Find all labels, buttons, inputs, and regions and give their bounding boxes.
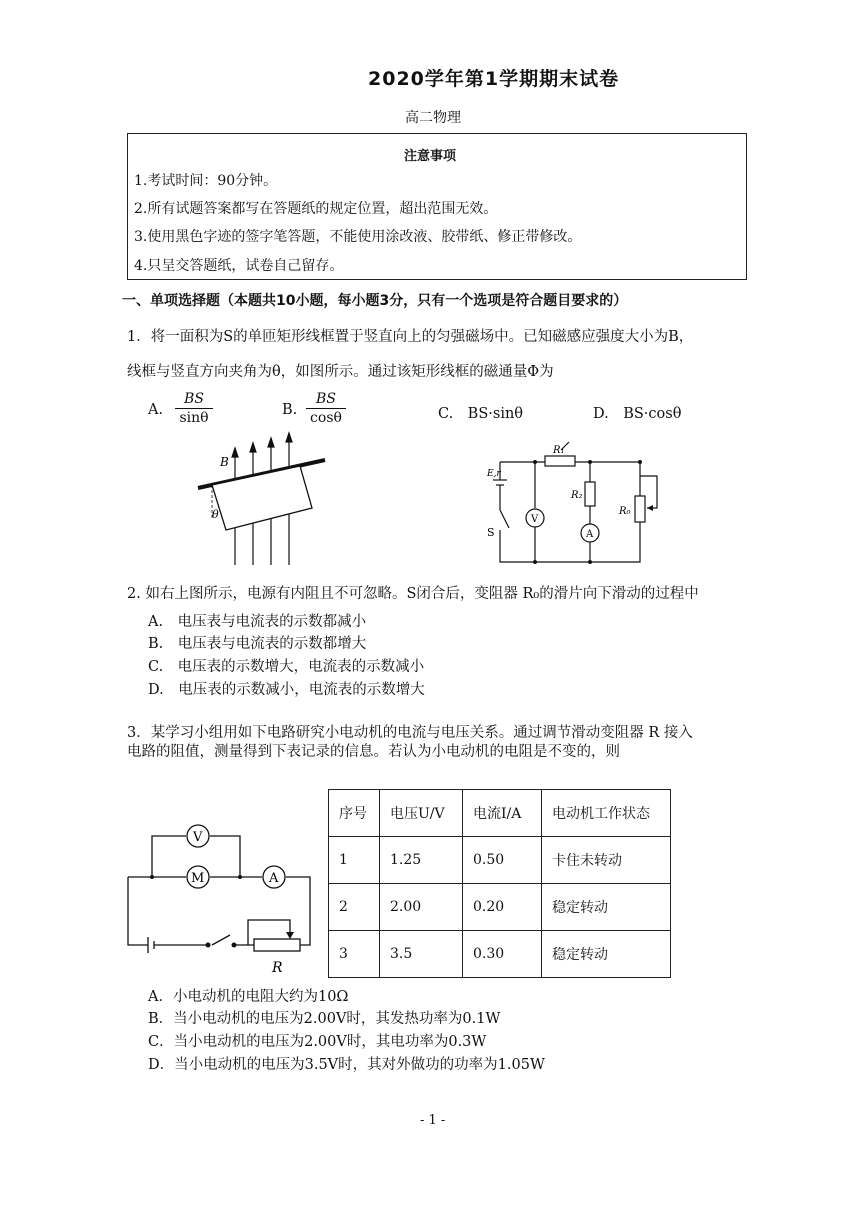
q3-stem-line2: 电路的阻值，测量得到下表记录的信息。若认为小电动机的电阻是不变的，则 xyxy=(127,744,620,760)
junction xyxy=(533,460,537,464)
table-cell: 卡住未转动 xyxy=(542,837,671,884)
rheostat-r0 xyxy=(635,496,645,522)
table-header-cell: 电压U/V xyxy=(380,790,463,837)
arrow-icon xyxy=(268,438,274,447)
table-row xyxy=(329,884,671,931)
q1-option-a-denominator: sinθ xyxy=(179,410,209,426)
q1-option-b-fraction xyxy=(306,391,346,426)
angle-label: θ xyxy=(212,508,219,521)
notice-heading: 注意事项 xyxy=(404,149,457,164)
junction xyxy=(533,560,537,564)
q1-option-a-fraction xyxy=(175,391,213,426)
resistor-r1 xyxy=(545,456,575,466)
q2-stem: 2. 如右上图所示，电源有内阻且不可忽略。S闭合后，变阻器 R₀的滑片向下滑动的过程中 xyxy=(127,586,699,602)
q2-option-a: A. 电压表与电流表的示数都减小 xyxy=(148,614,367,630)
q2-option-d: D. 电压表的示数减小，电流表的示数增大 xyxy=(148,682,425,698)
label-r2: R₂ xyxy=(571,490,583,501)
table-cell: 稳定转动 xyxy=(542,884,671,931)
slider-arrow-icon xyxy=(286,932,294,939)
table-row xyxy=(329,837,671,884)
ammeter-label: A xyxy=(269,871,279,886)
rheostat xyxy=(254,939,300,951)
notice-item-3: 3.使用黑色字迹的签字笔答题，不能使用涂改液、胶带纸、修正带修改。 xyxy=(134,229,582,245)
table-header-cell: 电流I/A xyxy=(463,790,542,837)
rheostat-label: R xyxy=(272,960,283,976)
wire xyxy=(128,877,148,945)
q1-magnetic-field-figure xyxy=(190,430,330,570)
notice-item-2: 2.所有试题答案都写在答题纸的规定位置，超出范围无效。 xyxy=(134,201,498,217)
page-number: - 1 - xyxy=(420,1113,446,1128)
junction xyxy=(588,560,592,564)
switch-label: S xyxy=(487,526,495,539)
label-r1: R₁ xyxy=(553,445,565,456)
q1-stem-line1: 1．将一面积为S的单匝矩形线框置于竖直向上的匀强磁场中。已知磁感应强度大小为B， xyxy=(127,329,694,345)
table-header-cell: 序号 xyxy=(329,790,380,837)
slider-arrow-icon xyxy=(647,505,653,511)
exam-subject: 高二物理 xyxy=(405,110,461,126)
table-row xyxy=(329,931,671,978)
q1-option-b-label: B. xyxy=(282,402,298,418)
switch xyxy=(500,510,509,528)
switch xyxy=(212,935,230,945)
notice-item-4: 4.只呈交答题纸，试卷自己留存。 xyxy=(134,258,344,274)
switch-contact xyxy=(206,943,211,948)
q1-option-d: D. BS·cosθ xyxy=(593,406,682,422)
q3-option-d: D．当小电动机的电压为3.5V时，其对外做功的功率为1.05W xyxy=(148,1057,545,1073)
q1-option-c: C. BS·sinθ xyxy=(438,406,524,422)
resistor-r2 xyxy=(585,482,595,506)
junction xyxy=(588,460,592,464)
q2-circuit-figure xyxy=(485,440,675,570)
q3-motor-circuit-figure xyxy=(120,820,320,980)
junction xyxy=(150,875,154,879)
exam-title: 2020学年第1学期期末试卷 xyxy=(368,68,620,90)
table-cell: 3 xyxy=(329,931,380,978)
section-heading: 一、单项选择题（本题共10小题，每小题3分，只有一个选项是符合题目要求的） xyxy=(122,293,628,309)
table-cell: 1.25 xyxy=(380,837,463,884)
field-label-b: B xyxy=(220,455,229,469)
q3-option-c: C．当小电动机的电压为2.00V时，其电功率为0.3W xyxy=(148,1034,487,1050)
table-cell: 1 xyxy=(329,837,380,884)
table-cell: 2 xyxy=(329,884,380,931)
table-cell: 0.20 xyxy=(463,884,542,931)
q1-option-b-denominator: cosθ xyxy=(310,410,342,426)
junction xyxy=(238,875,242,879)
q1-option-b-numerator: BS xyxy=(316,391,336,407)
motor-label: M xyxy=(191,871,205,886)
notice-item-1: 1.考试时间：90分钟。 xyxy=(134,173,278,189)
q2-option-c: C. 电压表的示数增大，电流表的示数减小 xyxy=(148,659,425,675)
switch-contact xyxy=(232,943,237,948)
voltmeter-label: V xyxy=(193,830,203,845)
table-cell: 3.5 xyxy=(380,931,463,978)
fraction-bar xyxy=(306,408,346,409)
label-r0: R₀ xyxy=(619,506,631,517)
q1-option-a-label: A. xyxy=(148,402,164,418)
arrow-icon xyxy=(286,433,292,442)
fraction-bar xyxy=(175,408,213,409)
q3-option-b: B．当小电动机的电压为2.00V时，其发热功率为0.1W xyxy=(148,1011,501,1027)
arrow-icon xyxy=(250,443,256,452)
table-header-cell: 电动机工作状态 xyxy=(542,790,671,837)
table-cell: 0.30 xyxy=(463,931,542,978)
q3-option-a: A．小电动机的电阻大约为10Ω xyxy=(148,989,349,1005)
motor-data-table xyxy=(328,789,671,978)
table-header-row xyxy=(329,790,671,837)
q2-option-b: B. 电压表与电流表的示数都增大 xyxy=(148,636,367,652)
rectangular-frame xyxy=(212,466,312,530)
q1-stem-line2: 线框与竖直方向夹角为θ，如图所示。通过该矩形线框的磁通量Φ为 xyxy=(127,364,554,380)
table-cell: 稳定转动 xyxy=(542,931,671,978)
voltmeter-label: V xyxy=(531,514,539,525)
wire xyxy=(210,836,240,877)
q1-option-a-numerator: BS xyxy=(184,391,204,407)
q3-stem-line1: 3．某学习小组用如下电路研究小电动机的电流与电压关系。通过调节滑动变阻器 R 接入 xyxy=(127,725,693,741)
label-source: E,r xyxy=(487,469,501,479)
wire xyxy=(152,836,186,877)
table-cell: 2.00 xyxy=(380,884,463,931)
arrow-icon xyxy=(232,448,238,457)
table-cell: 0.50 xyxy=(463,837,542,884)
ammeter-label: A xyxy=(586,529,594,540)
junction xyxy=(638,460,642,464)
